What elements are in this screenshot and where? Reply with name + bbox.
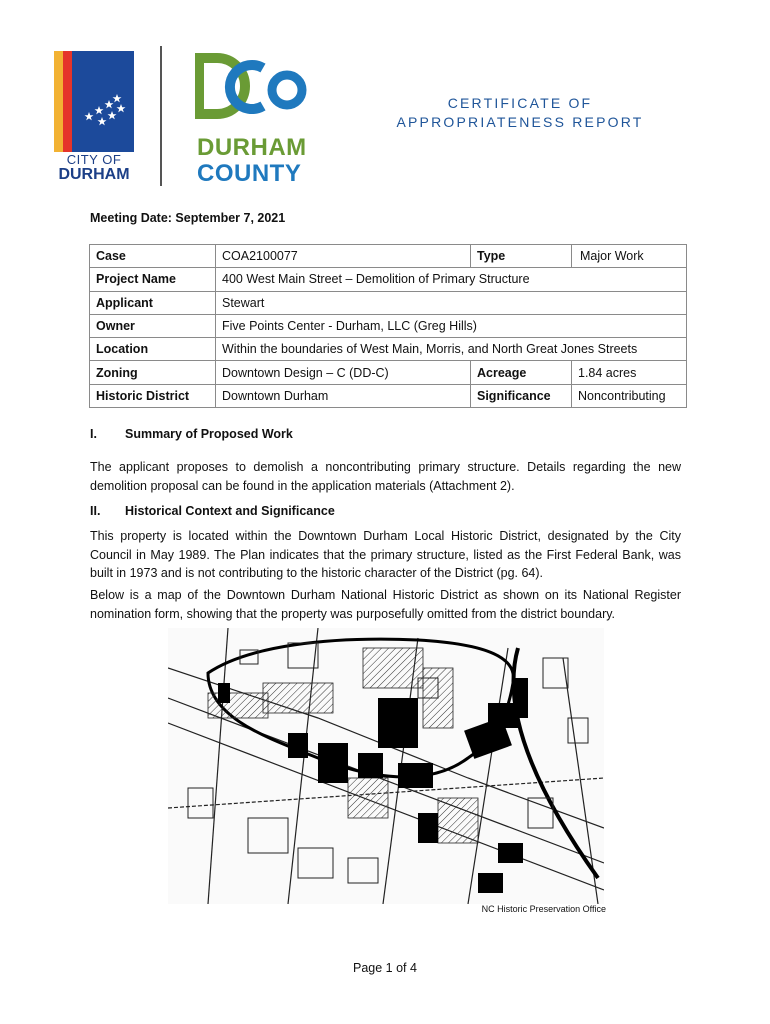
page-number: Page 1 of 4 — [353, 961, 417, 975]
owner-label: Owner — [90, 314, 216, 337]
table-row-project — [90, 268, 687, 291]
significance-label: Significance — [471, 384, 572, 407]
table-row-owner — [90, 314, 687, 337]
section-1-title: Summary of Proposed Work — [125, 427, 293, 441]
dco-mark-icon — [195, 52, 310, 124]
report-title-line2: APPROPRIATENESS REPORT — [396, 114, 644, 130]
map-credit: NC Historic Preservation Office — [481, 904, 606, 914]
section-1-body: The applicant proposes to demolish a noncontributing primary structure. Details regarding the new demolition proposal can be found in the application materials (Attachment 2). — [90, 460, 681, 493]
city-name-text: DURHAM — [58, 166, 130, 183]
county-name-text: DURHAM — [197, 134, 307, 161]
applicant-value: Stewart — [216, 291, 687, 314]
report-title-line1: CERTIFICATE OF — [447, 95, 593, 111]
significance-value: Noncontributing — [572, 384, 687, 407]
logo-divider — [160, 46, 162, 186]
location-label: Location — [90, 338, 216, 361]
case-value: COA2100077 — [216, 245, 471, 268]
city-flag-graphic — [54, 51, 134, 152]
flag-red-stripe — [63, 51, 72, 152]
flag-yellow-stripe — [54, 51, 63, 152]
county-word-text: COUNTY — [197, 160, 302, 187]
stars-icon — [81, 92, 127, 128]
zoning-value: Downtown Design – C (DD-C) — [216, 361, 471, 384]
table-row-location — [90, 338, 687, 361]
meeting-date: Meeting Date: September 7, 2021 — [90, 211, 286, 225]
acreage-value: 1.84 acres — [572, 361, 687, 384]
location-value: Within the boundaries of West Main, Morris, and North Great Jones Streets — [216, 338, 687, 361]
acreage-label: Acreage — [471, 361, 572, 384]
district-value: Downtown Durham — [216, 384, 471, 407]
type-value: Major Work — [572, 245, 687, 268]
district-label: Historic District — [90, 384, 216, 407]
section-2-paragraph-1: This property is located within the Downtown Durham Local Historic District, designated by the City Council in May 1989. The Plan indicates that the primary structure, listed as the First Federal Bank, was built in 1973 and is not contributing to the historic character of the District (pg. 64). — [90, 529, 681, 580]
historic-district-map — [168, 628, 604, 904]
city-of-text: CITY OF — [66, 152, 122, 167]
city-of-durham-logo — [54, 51, 134, 183]
project-label: Project Name — [90, 268, 216, 291]
table-row-case — [90, 245, 687, 268]
owner-value: Five Points Center - Durham, LLC (Greg Hills) — [216, 314, 687, 337]
section-2-number: II. — [90, 504, 101, 518]
table-row-applicant — [90, 291, 687, 314]
case-label: Case — [90, 245, 216, 268]
durham-county-logo — [195, 52, 310, 187]
table-row-district — [90, 384, 687, 407]
report-title — [380, 94, 660, 132]
type-label: Type — [471, 245, 572, 268]
section-2-paragraph-2: Below is a map of the Downtown Durham National Historic District as shown on its National Register nomination form, showing that the property was purposefully omitted from the district boundary. — [90, 588, 681, 621]
project-value: 400 West Main Street – Demolition of Primary Structure — [216, 268, 687, 291]
case-info-table — [89, 244, 687, 408]
table-row-zoning — [90, 361, 687, 384]
section-1-number: I. — [90, 427, 97, 441]
applicant-label: Applicant — [90, 291, 216, 314]
section-2-title: Historical Context and Significance — [125, 504, 335, 518]
zoning-label: Zoning — [90, 361, 216, 384]
